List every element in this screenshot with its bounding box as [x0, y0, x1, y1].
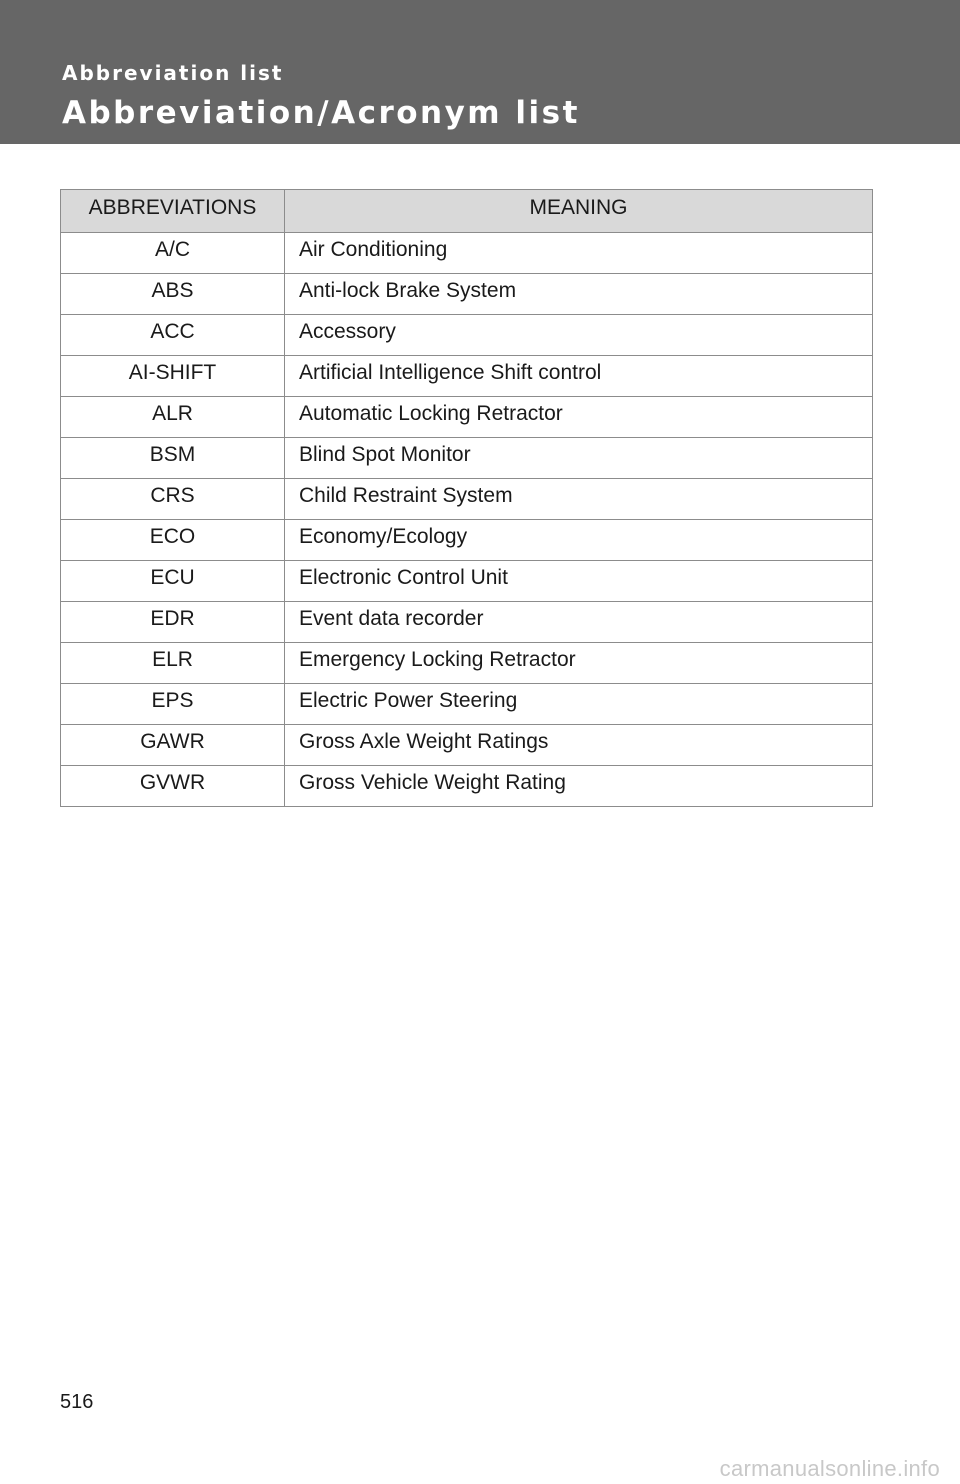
table-row — [61, 520, 873, 561]
abbreviation-cell: A/C — [61, 233, 285, 274]
abbreviation-table — [60, 189, 873, 807]
meaning-cell: Electronic Control Unit — [285, 561, 873, 602]
table-row — [61, 438, 873, 479]
meaning-cell: Gross Axle Weight Ratings — [285, 725, 873, 766]
section-label: Abbreviation list — [62, 61, 284, 85]
meaning-cell: Emergency Locking Retractor — [285, 643, 873, 684]
table-row — [61, 356, 873, 397]
abbreviation-cell: CRS — [61, 479, 285, 520]
table-row — [61, 643, 873, 684]
meaning-cell: Anti-lock Brake System — [285, 274, 873, 315]
abbreviation-cell: EDR — [61, 602, 285, 643]
table-row — [61, 479, 873, 520]
table-body — [61, 233, 873, 807]
meaning-cell: Accessory — [285, 315, 873, 356]
abbreviation-cell: ACC — [61, 315, 285, 356]
table-row — [61, 233, 873, 274]
meaning-cell: Electric Power Steering — [285, 684, 873, 725]
meaning-cell: Gross Vehicle Weight Rating — [285, 766, 873, 807]
abbreviation-cell: ECO — [61, 520, 285, 561]
meaning-cell: Artificial Intelligence Shift control — [285, 356, 873, 397]
header-band — [0, 0, 960, 144]
abbreviation-cell: ALR — [61, 397, 285, 438]
table-row — [61, 561, 873, 602]
meaning-cell: Automatic Locking Retractor — [285, 397, 873, 438]
column-header-abbreviations: ABBREVIATIONS — [61, 190, 285, 233]
meaning-cell: Blind Spot Monitor — [285, 438, 873, 479]
table-row — [61, 315, 873, 356]
watermark: carmanualsonline.info — [719, 1456, 940, 1481]
column-header-meaning: MEANING — [285, 190, 873, 233]
abbreviation-cell: ECU — [61, 561, 285, 602]
meaning-cell: Air Conditioning — [285, 233, 873, 274]
table-header-row — [61, 190, 873, 233]
abbreviation-cell: ELR — [61, 643, 285, 684]
abbreviation-cell: ABS — [61, 274, 285, 315]
abbreviation-cell: BSM — [61, 438, 285, 479]
table-row — [61, 725, 873, 766]
meaning-cell: Event data recorder — [285, 602, 873, 643]
meaning-cell: Economy/Ecology — [285, 520, 873, 561]
abbreviation-cell: AI-SHIFT — [61, 356, 285, 397]
table-row — [61, 274, 873, 315]
abbreviation-cell: EPS — [61, 684, 285, 725]
table-row — [61, 684, 873, 725]
abbreviation-cell: GAWR — [61, 725, 285, 766]
table-row — [61, 397, 873, 438]
page-number: 516 — [60, 1391, 94, 1413]
page-title: Abbreviation/Acronym list — [62, 95, 580, 131]
meaning-cell: Child Restraint System — [285, 479, 873, 520]
abbreviation-cell: GVWR — [61, 766, 285, 807]
table-row — [61, 602, 873, 643]
table-row — [61, 766, 873, 807]
